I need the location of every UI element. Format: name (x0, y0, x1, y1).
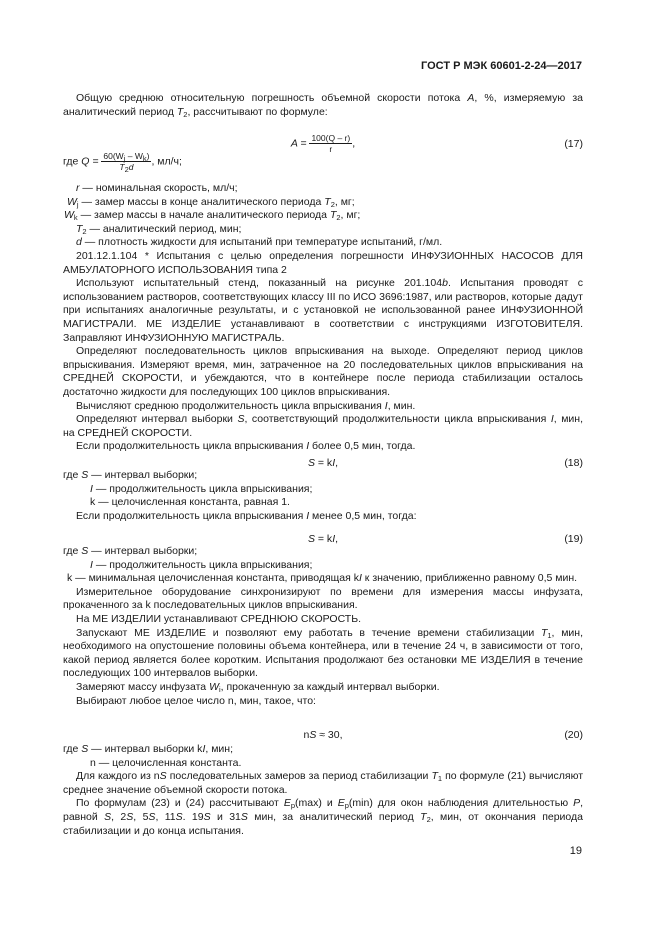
subscript: 2 (426, 814, 431, 824)
text: = k (314, 533, 333, 545)
subscript: k (142, 154, 147, 163)
text: — продолжительность цикла впрыскивания; (92, 558, 313, 571)
symbol: W (67, 195, 77, 208)
symbol: S (175, 810, 183, 823)
symbol: S (307, 533, 315, 545)
equation-lhs: Q = (81, 155, 99, 168)
symbol: E (337, 797, 345, 810)
symbol: E (283, 797, 291, 810)
text: , рассчитывают по формуле: (187, 105, 328, 118)
symbol: I (384, 399, 388, 412)
equation-number: (18) (564, 457, 583, 469)
symbol: S (307, 457, 315, 469)
subscript: 2 (124, 165, 129, 174)
numerator: 100(Q – r) (311, 133, 351, 143)
text: 60(W (103, 151, 124, 161)
subscript: j (76, 199, 79, 209)
text: . 19 (182, 810, 204, 823)
symbol: b (442, 277, 448, 290)
text: по формуле (21) вычисляют среднее значение объемной скорости потока. (63, 770, 584, 796)
subscript: p (290, 801, 296, 811)
symbol: S (309, 729, 317, 741)
text: — плотность жидкости для испытаний при температуре испытаний, г/мл. (81, 236, 443, 249)
text: , (335, 533, 339, 545)
text: . Испытания проводят с использованием растворов, соответствующих классу III по ИСО 3696:1987, или растворов, которые дадут при испытаниях аналогичные результаты, и с установкой не использованной ранее ИНФУЗИОННОЙ МАГИСТРАЛИ. МЕ ИЗДЕЛИЕ устанавливают в соответствии с инструкциями ИЗГОТОВИТЕЛЯ. Заправляют ИНФУЗИОННУЮ МАГИСТРАЛЬ. (63, 277, 583, 344)
text: k — минимальная целочисленная константа, приводящая k (67, 572, 359, 585)
symbol: S (240, 810, 248, 823)
denominator (101, 162, 151, 172)
symbol: T (540, 626, 548, 639)
symbol: W (209, 680, 219, 693)
text: (max) и (295, 797, 333, 810)
text: Вычисляют среднюю продолжительность цикла впрыскивания (76, 399, 382, 412)
subscript: 1 (437, 774, 443, 784)
symbol: S (126, 810, 134, 823)
text: , (335, 457, 339, 469)
symbol: I (306, 509, 310, 522)
equation-number: (20) (564, 729, 583, 741)
subscript: 2 (336, 213, 341, 223)
denominator: r (329, 144, 333, 154)
equation-20 (63, 727, 583, 743)
subscript: 2 (183, 109, 188, 119)
text: Запускают МЕ ИЗДЕЛИЕ и позволяют ему работать в течение времени стабилизации (76, 626, 535, 639)
text: (min) для окон наблюдения длительностью (348, 797, 569, 810)
text: Для каждого из n (76, 770, 160, 783)
text: , равной (63, 797, 583, 823)
text: где (63, 545, 79, 557)
symbol: I (90, 482, 93, 495)
definitions-2 (63, 469, 583, 523)
text: , мин. (387, 399, 416, 412)
paragraph-intro (63, 92, 583, 119)
text: Определяют интервал выборки (76, 413, 233, 426)
text: — интервал выборки k (88, 743, 203, 755)
text: Используют испытательный стенд, показанный на рисунке 201.104 (76, 277, 443, 290)
text: — интервал выборки; (88, 545, 198, 557)
symbol: T (76, 222, 83, 235)
symbol: A (467, 92, 475, 104)
text: более 0,5 мин, тогда. (312, 440, 416, 453)
symbol: P (573, 797, 581, 810)
equation-number: (17) (564, 138, 583, 150)
text: — аналитический период, мин; (86, 222, 242, 235)
symbol: W (64, 209, 74, 222)
text: последовательных замеров за период стабилизации (166, 770, 429, 783)
subscript: 2 (330, 199, 335, 209)
text: менее 0,5 мин, тогда: (312, 509, 417, 522)
symbol: I (550, 413, 554, 426)
text: , мг; (340, 209, 361, 222)
text: , (352, 137, 356, 150)
symbol: S (148, 810, 156, 823)
text: , 2 (111, 810, 127, 823)
text: , мин, от окончания периода стабилизации и до конца испытания. (63, 810, 583, 837)
text: , прокаченную за каждый интервал выборки. (220, 680, 440, 693)
text: ≈ 30, (316, 729, 343, 741)
symbol: I (202, 743, 206, 755)
paragraph: Выбирают любое целое число n, мин, такое, что: (76, 694, 316, 707)
symbol: S (237, 413, 245, 426)
symbol: d (128, 162, 134, 172)
symbol: T (119, 162, 125, 172)
text: Если продолжительность цикла впрыскивания (76, 440, 304, 453)
symbol: I (332, 533, 336, 545)
text: мин, за аналитический период (247, 810, 414, 823)
text: Замеряют массу инфузата (76, 680, 207, 693)
symbol: r (76, 182, 80, 194)
section-heading: 201.12.1.104 * Испытания с целью определения погрешности ИНФУЗИОННЫХ НАСОСОВ ДЛЯ АМБУЛАТОРНОГО ИСПОЛЬЗОВАНИЯ типа 2 (63, 250, 583, 276)
definitions-1 (63, 182, 583, 250)
symbol: I (332, 457, 336, 469)
symbol: S (81, 545, 89, 557)
text: где (63, 155, 79, 168)
text: , 11 (155, 810, 176, 823)
symbol: T (324, 195, 331, 208)
symbol: I (90, 558, 93, 571)
symbol: S (104, 810, 112, 823)
symbol: I (358, 572, 362, 585)
text: , соответствующий продолжительности цикла впрыскивания (244, 413, 547, 426)
text: n (303, 729, 310, 741)
definitions-3 (63, 545, 583, 708)
subscript: j (123, 154, 126, 163)
symbol: I (306, 440, 310, 453)
subscript: k (73, 213, 78, 223)
q-definition (63, 151, 583, 172)
symbol: S (81, 469, 89, 481)
text: По формулам (23) и (24) рассчитывают (76, 797, 279, 810)
text: , мин; (205, 743, 233, 755)
equation-lhs: A = (290, 137, 307, 150)
text: = k (314, 457, 333, 469)
symbol: S (159, 770, 167, 783)
text: n — целочисленная константа. (90, 756, 242, 769)
text: k — целочисленная константа, равная 1. (90, 496, 290, 509)
text: к значению, приближенно равному 0,5 мин. (361, 572, 578, 585)
equation-number: (19) (564, 533, 583, 545)
text: , мин, необходимого на опустошение половины объема контейнера, или в течение 24 ч, в зависимости от того, какой период является более коротким. Испытания продолжают без остановки МЕ ИЗДЕЛИЯ в течение последующих 100 интервалов выборки. (63, 626, 583, 680)
symbol: S (81, 743, 89, 755)
text: , мл/ч; (151, 155, 182, 168)
text: — замер массы в конце аналитического периода (78, 195, 322, 208)
text: – W (125, 151, 143, 161)
subscript: i (218, 684, 221, 694)
subscript: p (344, 801, 349, 811)
text: где (63, 469, 79, 481)
symbol: T (329, 209, 337, 222)
symbol: T (176, 105, 184, 118)
equation-body (63, 727, 583, 743)
text: — продолжительность цикла впрыскивания; (92, 482, 313, 495)
symbol: T (420, 810, 427, 823)
fraction (101, 151, 151, 172)
text: Если продолжительность цикла впрыскивания (76, 509, 304, 522)
paragraph: На МЕ ИЗДЕЛИИ устанавливают СРЕДНЮЮ СКОРОСТЬ. (76, 612, 362, 625)
text: Общую среднюю относительную погрешность объемной скорости потока (76, 92, 461, 104)
subscript: 2 (82, 226, 87, 236)
text: ) (146, 151, 150, 161)
numerator (101, 151, 151, 162)
standard-header: ГОСТ Р МЭК 60601-2-24—2017 (421, 60, 582, 72)
text: , 5 (133, 810, 149, 823)
subscript: 1 (547, 630, 552, 640)
text: где (63, 743, 79, 755)
text: , мин, на СРЕДНЕЙ СКОРОСТИ. (63, 413, 584, 439)
page-number: 19 (569, 845, 582, 857)
symbol: T (431, 770, 438, 783)
text: , мг; (334, 195, 355, 208)
text: — интервал выборки; (88, 469, 198, 481)
text: , %, измеряемую за аналитический период (63, 92, 583, 118)
text: — номинальная скорость, мл/ч; (79, 182, 238, 194)
symbol: d (76, 236, 82, 249)
text: и 31 (210, 810, 241, 823)
section-body (63, 250, 583, 454)
paragraph: Определяют последовательность циклов впрыскивания на выходе. Определяют период циклов впрыскивания. Измеряют время, мин, затраченное на 20 последовательных циклов впрыскивания на СРЕДНЕЙ СКОРОСТИ, и убеждаются, что в контейнере после периода стабилизации осталось достаточно жидкости для последующих 100 циклов впрыскивания. (63, 345, 583, 398)
text: — замер массы в начале аналитического периода (77, 209, 328, 222)
symbol: S (203, 810, 211, 823)
definitions-4 (63, 743, 583, 838)
paragraph: Измерительное оборудование синхронизируют по времени для измерения массы инфузата, прокаченного за k последовательных циклов впрыскивания. (63, 585, 583, 612)
